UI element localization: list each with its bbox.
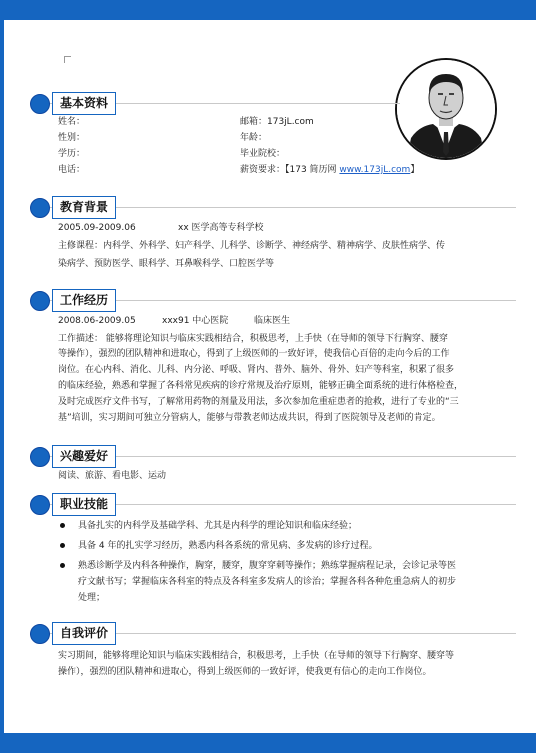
gender-label: 性别：	[58, 133, 86, 143]
section-header	[30, 621, 516, 647]
section-education	[30, 195, 516, 221]
work-desc-line: 工作描述： 能够将理论知识与临床实践相结合，积极思考，上手快（在导师的领导下行胸穿、腰穿	[58, 334, 448, 344]
education-period: 2005.09-2009.06	[58, 223, 136, 233]
section-title-skills: 职业技能	[52, 493, 116, 516]
left-color-bar	[0, 20, 4, 733]
section-hobby	[30, 444, 516, 470]
work-hospital: xxx91 中心医院	[162, 316, 229, 326]
section-bullet-icon	[30, 94, 50, 114]
work-desc-line: 的临床经验，熟悉和掌握了各科常见疾病的诊疗常规及治疗原则，能够正确全面系统的进行体格检查，	[58, 381, 464, 391]
self-eval-line2: 操作），强烈的团队精神和进取心，得到上级医师的一致好评，使我更有信心的走向工作岗位。	[58, 667, 432, 677]
section-header	[30, 195, 516, 221]
work-desc-line: 及时完成医疗文件书写，了解常用药物的剂量及用法，多次参加危重症患者的抢救，进行了专业的“三	[58, 397, 459, 407]
section-title-hobby: 兴趣爱好	[52, 445, 116, 468]
skill-item: 具备 4 年的扎实学习经历，熟悉内科各系统的常见病、多发病的诊疗过程。	[78, 541, 378, 551]
phone-label: 电话：	[58, 165, 86, 175]
education-school: xx 医学高等专科学校	[178, 223, 264, 233]
section-header	[30, 444, 516, 470]
skill-item-continued: 处理；	[78, 593, 106, 603]
work-desc-line: 岗位。在心内科、消化、儿科、内分泌、呼吸、肾内、普外、脑外、骨外、妇产等科室，积累了很多	[58, 365, 455, 375]
section-bullet-icon	[30, 198, 50, 218]
bullet-icon	[60, 543, 65, 548]
top-color-bar	[0, 0, 536, 20]
education-courses-line1: 主修课程：内科学、外科学、妇产科学、儿科学、诊断学、神经病学、精神病学、皮肤性病学、传	[58, 241, 446, 251]
section-self-evaluation	[30, 621, 516, 647]
bullet-icon	[60, 563, 65, 568]
school-label: 毕业院校：	[240, 149, 286, 159]
salary-line	[240, 164, 419, 176]
bullet-icon	[60, 523, 65, 528]
section-title-work: 工作经历	[52, 289, 116, 312]
section-bullet-icon	[30, 495, 50, 515]
name-label: 姓名：	[58, 117, 86, 127]
bottom-color-bar	[0, 733, 536, 753]
section-title-basic: 基本资料	[52, 92, 116, 115]
work-desc-line: 等操作），强烈的团队精神和进取心，得到了上级医师的一致好评，使我信心百倍的走向今后的工作	[58, 349, 450, 359]
work-period: 2008.06-2009.05	[58, 316, 136, 326]
skill-item: 熟悉诊断学及内科各种操作，胸穿，腰穿，腹穿穿刺等操作；熟练掌握病程记录，会诊记录等医	[78, 561, 457, 571]
education-courses-line2: 染病学、预防医学、眼科学、耳鼻喉科学、口腔医学等	[58, 259, 275, 269]
section-header	[30, 288, 516, 314]
section-bullet-icon	[30, 291, 50, 311]
page-corner-mark	[64, 56, 71, 63]
hobby-text: 阅读、旅游、看电影、运动	[58, 471, 167, 481]
section-bullet-icon	[30, 447, 50, 467]
work-position: 临床医生	[254, 316, 291, 326]
email-line: 邮箱：173jL.com	[240, 117, 314, 127]
section-bullet-icon	[30, 624, 50, 644]
section-title-education: 教育背景	[52, 196, 116, 219]
section-work	[30, 288, 516, 314]
salary-link[interactable]: www.173jL.com	[339, 165, 411, 175]
section-basic-info	[30, 91, 516, 117]
skill-item-continued: 疗文献书写；掌握临床各科室的特点及各科室多发病人的诊治；掌握各科各种危重急病人的初步	[78, 577, 457, 587]
age-label: 年龄：	[240, 133, 268, 143]
self-eval-line1: 实习期间，能够将理论知识与临床实践相结合，积极思考，上手快（在导师的领导下行胸穿、腰穿等	[58, 651, 455, 661]
section-skills	[30, 492, 516, 518]
skill-item: 具备扎实的内科学及基础学科、尤其是内科学的理论知识和临床经验；	[78, 521, 358, 531]
salary-suffix: 】	[410, 165, 420, 175]
education-label: 学历：	[58, 149, 86, 159]
section-header	[30, 492, 516, 518]
section-title-self: 自我评价	[52, 622, 116, 645]
salary-prefix: 薪资要求：【173 简历网	[240, 165, 340, 175]
section-header	[30, 91, 516, 117]
work-desc-line: 基”培训，实习期间可独立分管病人，能够与带教老师达成共识，得到了医院领导及老师的肯定。	[58, 413, 441, 423]
